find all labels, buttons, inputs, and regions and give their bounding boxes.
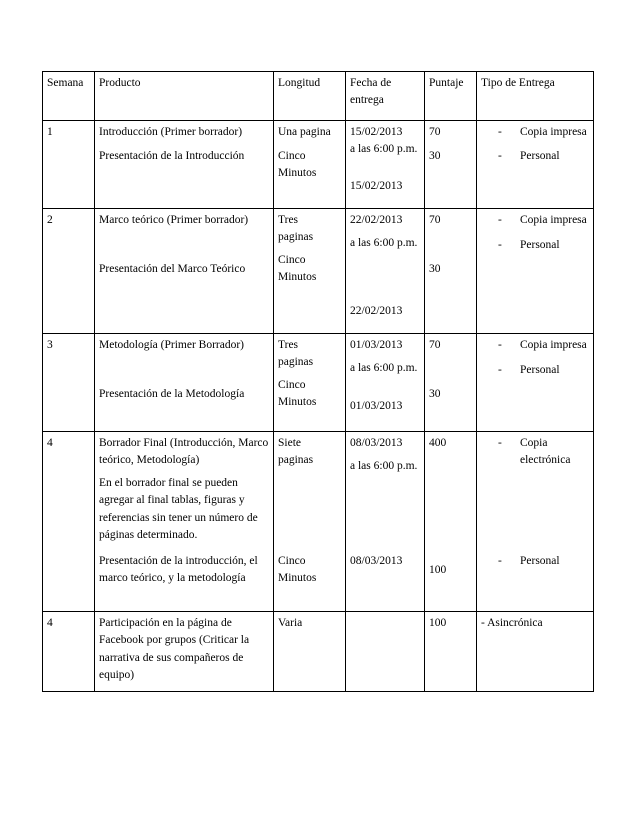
tipo-item <box>498 212 591 229</box>
header-tipo: Tipo de Entrega <box>477 72 594 121</box>
bullet-dash: - <box>498 437 502 449</box>
producto-line: Presentación de la Metodología <box>99 388 245 400</box>
fecha-line: a las 6:00 p.m. <box>350 460 418 472</box>
puntaje-cell <box>425 209 477 334</box>
puntaje-line: 30 <box>429 150 441 162</box>
bullet-dash: - <box>498 150 502 162</box>
producto-cell <box>95 612 274 692</box>
table-row <box>43 612 594 692</box>
bullet-dash: - <box>498 126 502 138</box>
longitud-line: Siete paginas <box>278 437 314 467</box>
producto-line: Introducción (Primer borrador) <box>99 126 243 138</box>
header-longitud: Longitud <box>274 72 346 121</box>
fecha-cell <box>346 209 425 334</box>
fecha-line: 08/03/2013 <box>350 555 403 567</box>
fecha-line: a las 6:00 p.m. <box>350 237 418 249</box>
fecha-cell <box>346 432 425 612</box>
puntaje-line: 70 <box>429 126 441 138</box>
tipo-label: Copia impresa <box>520 126 587 138</box>
header-puntaje: Puntaje <box>425 72 477 121</box>
tipo-cell <box>477 612 594 692</box>
bullet-dash: - <box>498 339 502 351</box>
bullet-dash: - <box>498 555 502 567</box>
producto-cell <box>95 334 274 432</box>
longitud-line: Cinco Minutos <box>278 150 317 180</box>
semana-cell: 1 <box>43 121 95 209</box>
puntaje-cell <box>425 612 477 692</box>
producto-line: En el borrador final se pueden agregar al final tablas, figuras y referencias sin tener un número de páginas determinado. <box>99 477 258 541</box>
header-fecha: Fecha de entrega <box>346 72 425 121</box>
producto-cell <box>95 209 274 334</box>
producto-cell <box>95 121 274 209</box>
puntaje-line: 30 <box>429 388 441 400</box>
fecha-line: 01/03/2013 <box>350 339 403 351</box>
semana-cell: 4 <box>43 612 95 692</box>
tipo-item <box>498 237 591 254</box>
producto-line: Borrador Final (Introducción, Marco teórico, Metodología) <box>99 437 269 467</box>
fecha-line: 08/03/2013 <box>350 437 403 449</box>
delivery-schedule-table <box>42 71 594 692</box>
fecha-cell <box>346 334 425 432</box>
producto-line: Presentación de la introducción, el marco teórico, y la metodología <box>99 555 258 585</box>
puntaje-line: 70 <box>429 339 441 351</box>
longitud-line: Tres paginas <box>278 214 314 244</box>
longitud-cell <box>274 334 346 432</box>
fecha-line: a las 6:00 p.m. <box>350 362 418 374</box>
tipo-label: Personal <box>520 364 560 376</box>
fecha-cell <box>346 121 425 209</box>
tipo-cell <box>477 432 594 612</box>
header-producto: Producto <box>95 72 274 121</box>
tipo-item <box>498 337 591 354</box>
producto-line: Marco teórico (Primer borrador) <box>99 214 249 226</box>
puntaje-line: 400 <box>429 437 447 449</box>
puntaje-line: 70 <box>429 214 441 226</box>
bullet-dash: - <box>498 214 502 226</box>
longitud-line: Varia <box>278 617 303 629</box>
puntaje-line: 100 <box>429 617 447 629</box>
puntaje-line: 30 <box>429 263 441 275</box>
puntaje-cell <box>425 334 477 432</box>
semana-cell: 3 <box>43 334 95 432</box>
table-header-row <box>43 72 594 121</box>
tipo-label: Copia electrónica <box>520 437 571 467</box>
tipo-cell <box>477 334 594 432</box>
longitud-cell <box>274 209 346 334</box>
tipo-label: Personal <box>520 239 560 251</box>
table-row <box>43 432 594 612</box>
tipo-item <box>498 362 591 379</box>
longitud-line: Una pagina <box>278 126 331 138</box>
bullet-dash: - <box>498 364 502 376</box>
tipo-item <box>498 553 591 570</box>
puntaje-line: 100 <box>429 564 447 576</box>
tipo-label: Personal <box>520 150 560 162</box>
tipo-label: Copia impresa <box>520 214 587 226</box>
longitud-cell <box>274 612 346 692</box>
tipo-label: - Asincrónica <box>481 617 543 629</box>
tipo-item <box>498 148 591 165</box>
longitud-cell <box>274 121 346 209</box>
tipo-cell <box>477 121 594 209</box>
fecha-line: 01/03/2013 <box>350 400 403 412</box>
fecha-line: 15/02/2013 <box>350 180 403 192</box>
producto-line: Presentación de la Introducción <box>99 150 245 162</box>
fecha-line: 15/02/2013 <box>350 126 403 138</box>
producto-line: Participación en la página de Facebook por grupos (Criticar la narrativa de sus compañeros de equipo) <box>99 617 250 681</box>
longitud-line: Cinco Minutos <box>278 555 317 585</box>
longitud-line: Cinco Minutos <box>278 379 317 409</box>
fecha-line: a las 6:00 p.m. <box>350 143 418 155</box>
fecha-line: 22/02/2013 <box>350 214 403 226</box>
header-semana: Semana <box>43 72 95 121</box>
producto-line: Presentación del Marco Teórico <box>99 263 246 275</box>
longitud-line: Cinco Minutos <box>278 254 317 284</box>
fecha-cell <box>346 612 425 692</box>
producto-line: Metodología (Primer Borrador) <box>99 339 244 351</box>
tipo-item <box>498 124 591 141</box>
longitud-cell <box>274 432 346 612</box>
puntaje-cell <box>425 121 477 209</box>
table-row <box>43 334 594 432</box>
bullet-dash: - <box>498 239 502 251</box>
producto-cell <box>95 432 274 612</box>
tipo-cell <box>477 209 594 334</box>
tipo-item <box>498 435 591 470</box>
table-row <box>43 209 594 334</box>
semana-cell: 2 <box>43 209 95 334</box>
longitud-line: Tres paginas <box>278 339 314 369</box>
tipo-label: Personal <box>520 555 560 567</box>
fecha-line: 22/02/2013 <box>350 305 403 317</box>
puntaje-cell <box>425 432 477 612</box>
table-row <box>43 121 594 209</box>
tipo-label: Copia impresa <box>520 339 587 351</box>
semana-cell: 4 <box>43 432 95 612</box>
